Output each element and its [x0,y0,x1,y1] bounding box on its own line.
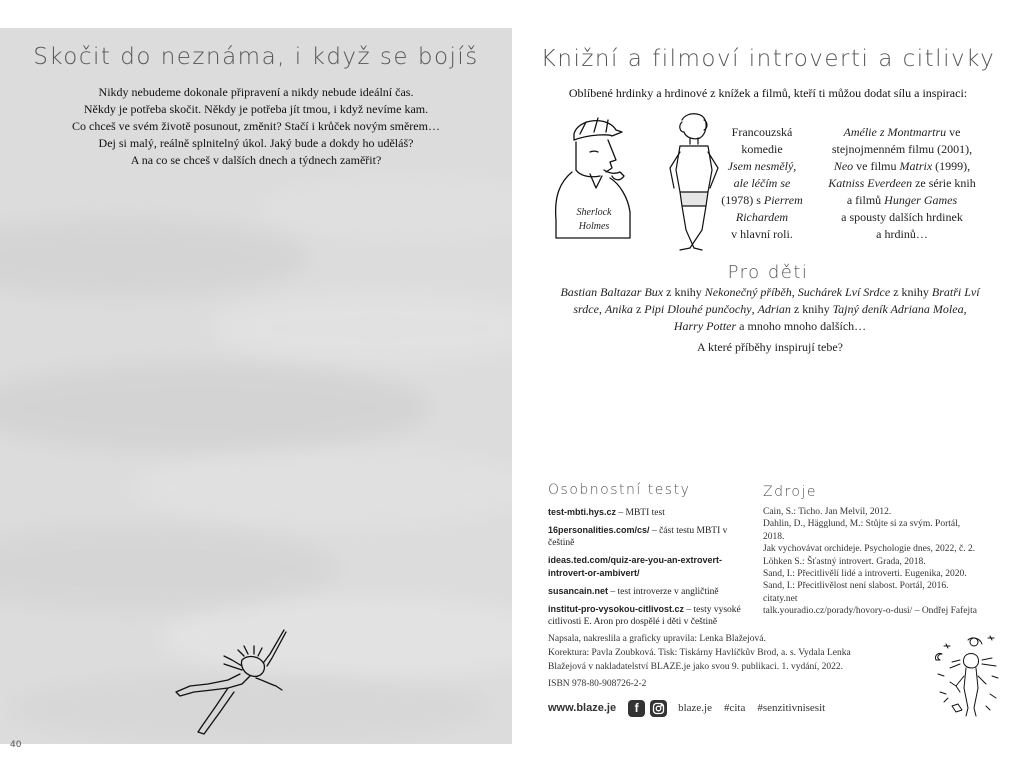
hero-name: Bastian Baltazar Bux [560,285,664,299]
actor-name: Pierrem [763,193,803,207]
hero-name: Harry Potter [673,319,737,333]
film-title: Jsem nesmělý, [727,159,797,173]
sherlock-caption-line: Sherlock [576,207,612,218]
test-desc: – test introverze v angličtině [608,587,719,597]
comedy-text: (1978) s [721,193,764,207]
kids-line [555,301,985,318]
isbn: ISBN 978-80-908726-2-2 [548,679,647,690]
hero-name: Adrian [757,302,791,316]
instagram-icon[interactable] [650,700,667,717]
credits [548,633,908,692]
test-link[interactable]: institut-pro-vysokou-citlivost.cz [548,604,685,614]
test-link[interactable]: ideas.ted.com/quiz-are-you-an-extrovert-introvert-or-ambivert/ [548,555,723,578]
movies-line [822,124,982,141]
subtitle: Oblíbené hrdinky a hrdinové z knížek a filmů, kteří ti můžou dodat sílu a inspiraci: [568,86,968,100]
source-item: Sand, I.: Přecitlivělost není slabost. Portál, 2016. [763,581,949,592]
hero-name: Neo [833,159,854,173]
credits-line: Blažejová v nakladatelství BLAZE.je jako svou 9. publikaci. 1. vydání, 2022. [548,661,843,672]
page-number: 40 [10,740,22,750]
book-title: srdce [573,302,599,316]
comedy-description [708,124,816,243]
hashtag: #senzitivnisesit [757,702,826,714]
hero-name: Anika [604,302,633,316]
credits-line: Napsala, nakreslila a graficky upravila: Lenka Blažejová. [548,634,766,644]
social-handle[interactable]: blaze.je [678,702,712,714]
book-title: Pipi Dlouhé punčochy [644,302,752,316]
book-title: Nekonečný příběh [704,285,792,299]
intro-line: Dej si malý, reálně splnitelný úkol. Jaký bude a dokdy ho uděláš? [98,136,414,150]
source-item[interactable]: citaty.net [763,593,798,604]
sources-heading: Zdroje [763,484,817,500]
kids-text-part: z knihy [890,285,932,299]
movies-text: ze série knih [912,176,976,190]
source-item: Löhken S.: Šťastný introvert. Grada, 2018. [763,556,926,567]
actor-name: Richardem [735,210,789,224]
movies-line: a hrdinů… [876,227,928,241]
movies-line [822,175,982,192]
kids-text-part: z [632,302,645,316]
hero-name: Katniss Everdeen [828,176,913,190]
film-title: Matrix [899,159,933,173]
test-item [548,585,753,598]
test-item [548,554,753,580]
movies-text: ve filmu [853,159,900,173]
comedy-line [708,192,816,209]
movies-text: a filmů [846,193,885,207]
test-item [548,603,753,628]
sherlock-caption [564,206,624,234]
instagram-glyph-icon [652,702,665,715]
jumping-girl-illustration [172,626,292,738]
source-item: Sand, I.: Přecitlivělí lidé a introverti. Eugenika, 2020. [763,569,967,580]
tests-list [548,506,753,633]
kids-text-part: a mnoho mnoho dalších… [736,319,867,333]
facebook-icon[interactable]: f [628,700,645,717]
intro-line: A na co se chceš v dalších dnech a týdnech zaměřit? [130,153,382,167]
kids-text-part: , [963,302,967,316]
film-title: Hunger Games [884,193,958,207]
comedy-line: Francouzská [731,125,793,139]
comedy-line: v hlavní roli. [731,227,793,241]
footer [548,698,831,718]
source-item: Jak vychovávat orchideje. Psychologie dnes, 2022, č. 2. [763,544,976,555]
movies-text: ve [946,125,961,139]
kids-line [555,284,985,301]
left-title: Skočit do neznáma, i když se bojíš [33,44,479,70]
source-item[interactable]: talk.youradio.cz/porady/hovory-o-dusi/ – Ondřej Fafejta [763,606,977,617]
test-desc: – testy vysoké citlivosti E. Aron pro dospělé i děti v češtině [548,605,741,627]
movies-line [822,192,982,209]
sherlock-illustration [550,112,640,242]
test-item [548,524,753,549]
dreaming-girl-illustration [930,632,1004,720]
source-item: Cain, S.: Ticho. Jan Melvil, 2012. [763,507,892,517]
website-link[interactable]: www.blaze.je [548,702,617,714]
comedy-line: komedie [741,142,783,156]
intro-line: Někdy je potřeba skočit. Někdy je potřeba jít tmou, i když nevíme kam. [83,102,429,116]
tests-heading: Osobnostní testy [548,482,691,498]
source-item: 2018. [763,531,785,542]
sherlock-caption-line: Holmes [578,221,610,232]
movies-line: a spousty dalších hrdinek [841,210,963,224]
hero-name: Amélie z Montmartru [843,125,947,139]
kids-text-part: , [598,302,605,316]
test-desc: – MBTI test [616,508,665,518]
intro-line: Co chceš ve svém životě posunout, změnit? Stačí i krůček novým směrem… [72,119,440,133]
sources-list [763,506,1003,618]
kids-text-part: , [791,285,798,299]
source-item: Dahlin, D., Hägglund, M.: Stůjte si za svým. Portál, [763,519,961,530]
test-desc: – část testu MBTI v češtině [548,526,728,548]
kids-text [555,284,985,356]
test-link[interactable]: susancain.net [548,586,609,596]
movies-line [822,158,982,175]
credits-line: Korektura: Pavla Zoubková. Tisk: Tiskárny Havlíčkův Brod, a. s. Vydala Lenka [548,647,851,658]
movies-line: stejnojmenném filmu (2001), [831,142,973,156]
hero-name: Suchárek Lví Srdce [797,285,891,299]
test-item [548,506,753,519]
intro-line: Nikdy nebudeme dokonale připravení a nikdy nebude ideální čas. [98,85,414,99]
book-title: Bratři Lví [931,285,980,299]
kids-text-part: , [751,302,758,316]
kids-line [555,318,985,335]
right-title: Knižní a filmoví introverti a citlivky [540,46,996,72]
intro-text [40,84,472,169]
book-title: Tajný deník Adriana Molea [832,302,964,316]
test-link[interactable]: 16personalities.com/cs/ [548,525,650,535]
kids-text-part: z knihy [663,285,705,299]
film-title: ale léčím se [733,176,791,190]
test-link[interactable]: test-mbti.hys.cz [548,507,617,517]
kids-text-part: z knihy [790,302,833,316]
movies-text: (1999), [932,159,971,173]
hashtag: #cita [723,702,746,714]
kids-section-title: Pro děti [727,262,809,283]
kids-question: A které příběhy inspirují tebe? [697,340,843,354]
movies-description [822,124,982,243]
